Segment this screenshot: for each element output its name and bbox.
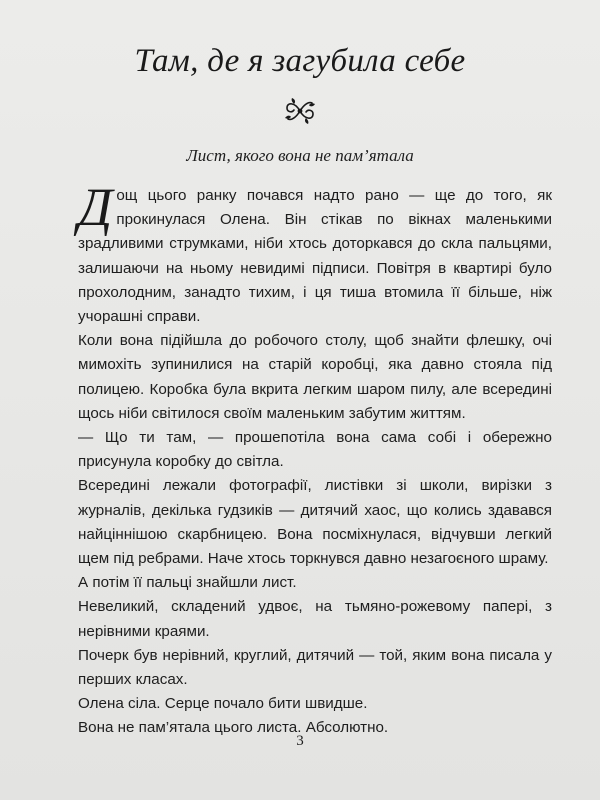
page-number: 3: [296, 733, 304, 749]
flourish-ornament-icon: [283, 96, 317, 126]
paragraph: Вона не пам’ятала цього листа. Абсолютно.: [78, 719, 389, 737]
paragraph: Коли вона підійшла до робочого столу, щоб знайти флешку, очі мимохіть зупинилися на старій коробці, яка давно стояла під полицею. Коробка була вкрита легким шаром пилу, але всередині щось ніби світилося своїм маленьким забутим життям.: [78, 332, 552, 422]
paragraph: — Що ти там, — прошепотіла вона сама собі і обережно присунула коробку до світла.: [78, 429, 552, 471]
paragraph-text: ощ цього ранку почався надто рано — ще до того, як прокинулася Олена. Він стікав по вікнах маленькими зрадливими струмками, ніби хтось доторкався до скла пальцями, залишаючи на ньому невидимі підписи. Повітря в квартирі було прохолодним, занадто тихим, і ця тиша втомила її більше, ніж учорашні справи.: [78, 187, 552, 326]
paragraph: Олена сіла. Серце почало бити швидше.: [78, 695, 368, 713]
body-text: [78, 177, 552, 741]
drop-cap: Д: [78, 177, 113, 237]
paragraph: Почерк був нерівний, круглий, дитячий — той, яким вона писала у перших класах.: [78, 646, 552, 689]
paragraph: А потім її пальці знайшли лист.: [78, 574, 297, 592]
chapter-subtitle: Лист, якого вона не пам’ятала: [186, 146, 414, 165]
paragraph: Всередині лежали фотографії, листівки зі школи, вирізки з журналів, декілька гудзиків — дитячий хаос, що колись здавався найціннішою скарбницею. Вона посміхнулася, відчувши легкий щем під ребрами. Наче хтось торкнувся давно незагоєного шраму.: [78, 477, 552, 568]
paragraph: Невеликий, складений удвоє, на тьмяно-рожевому папері, з нерівними краями.: [78, 598, 552, 640]
paragraph: [78, 177, 552, 329]
chapter-title: Там, де я загубила себе: [134, 43, 466, 79]
